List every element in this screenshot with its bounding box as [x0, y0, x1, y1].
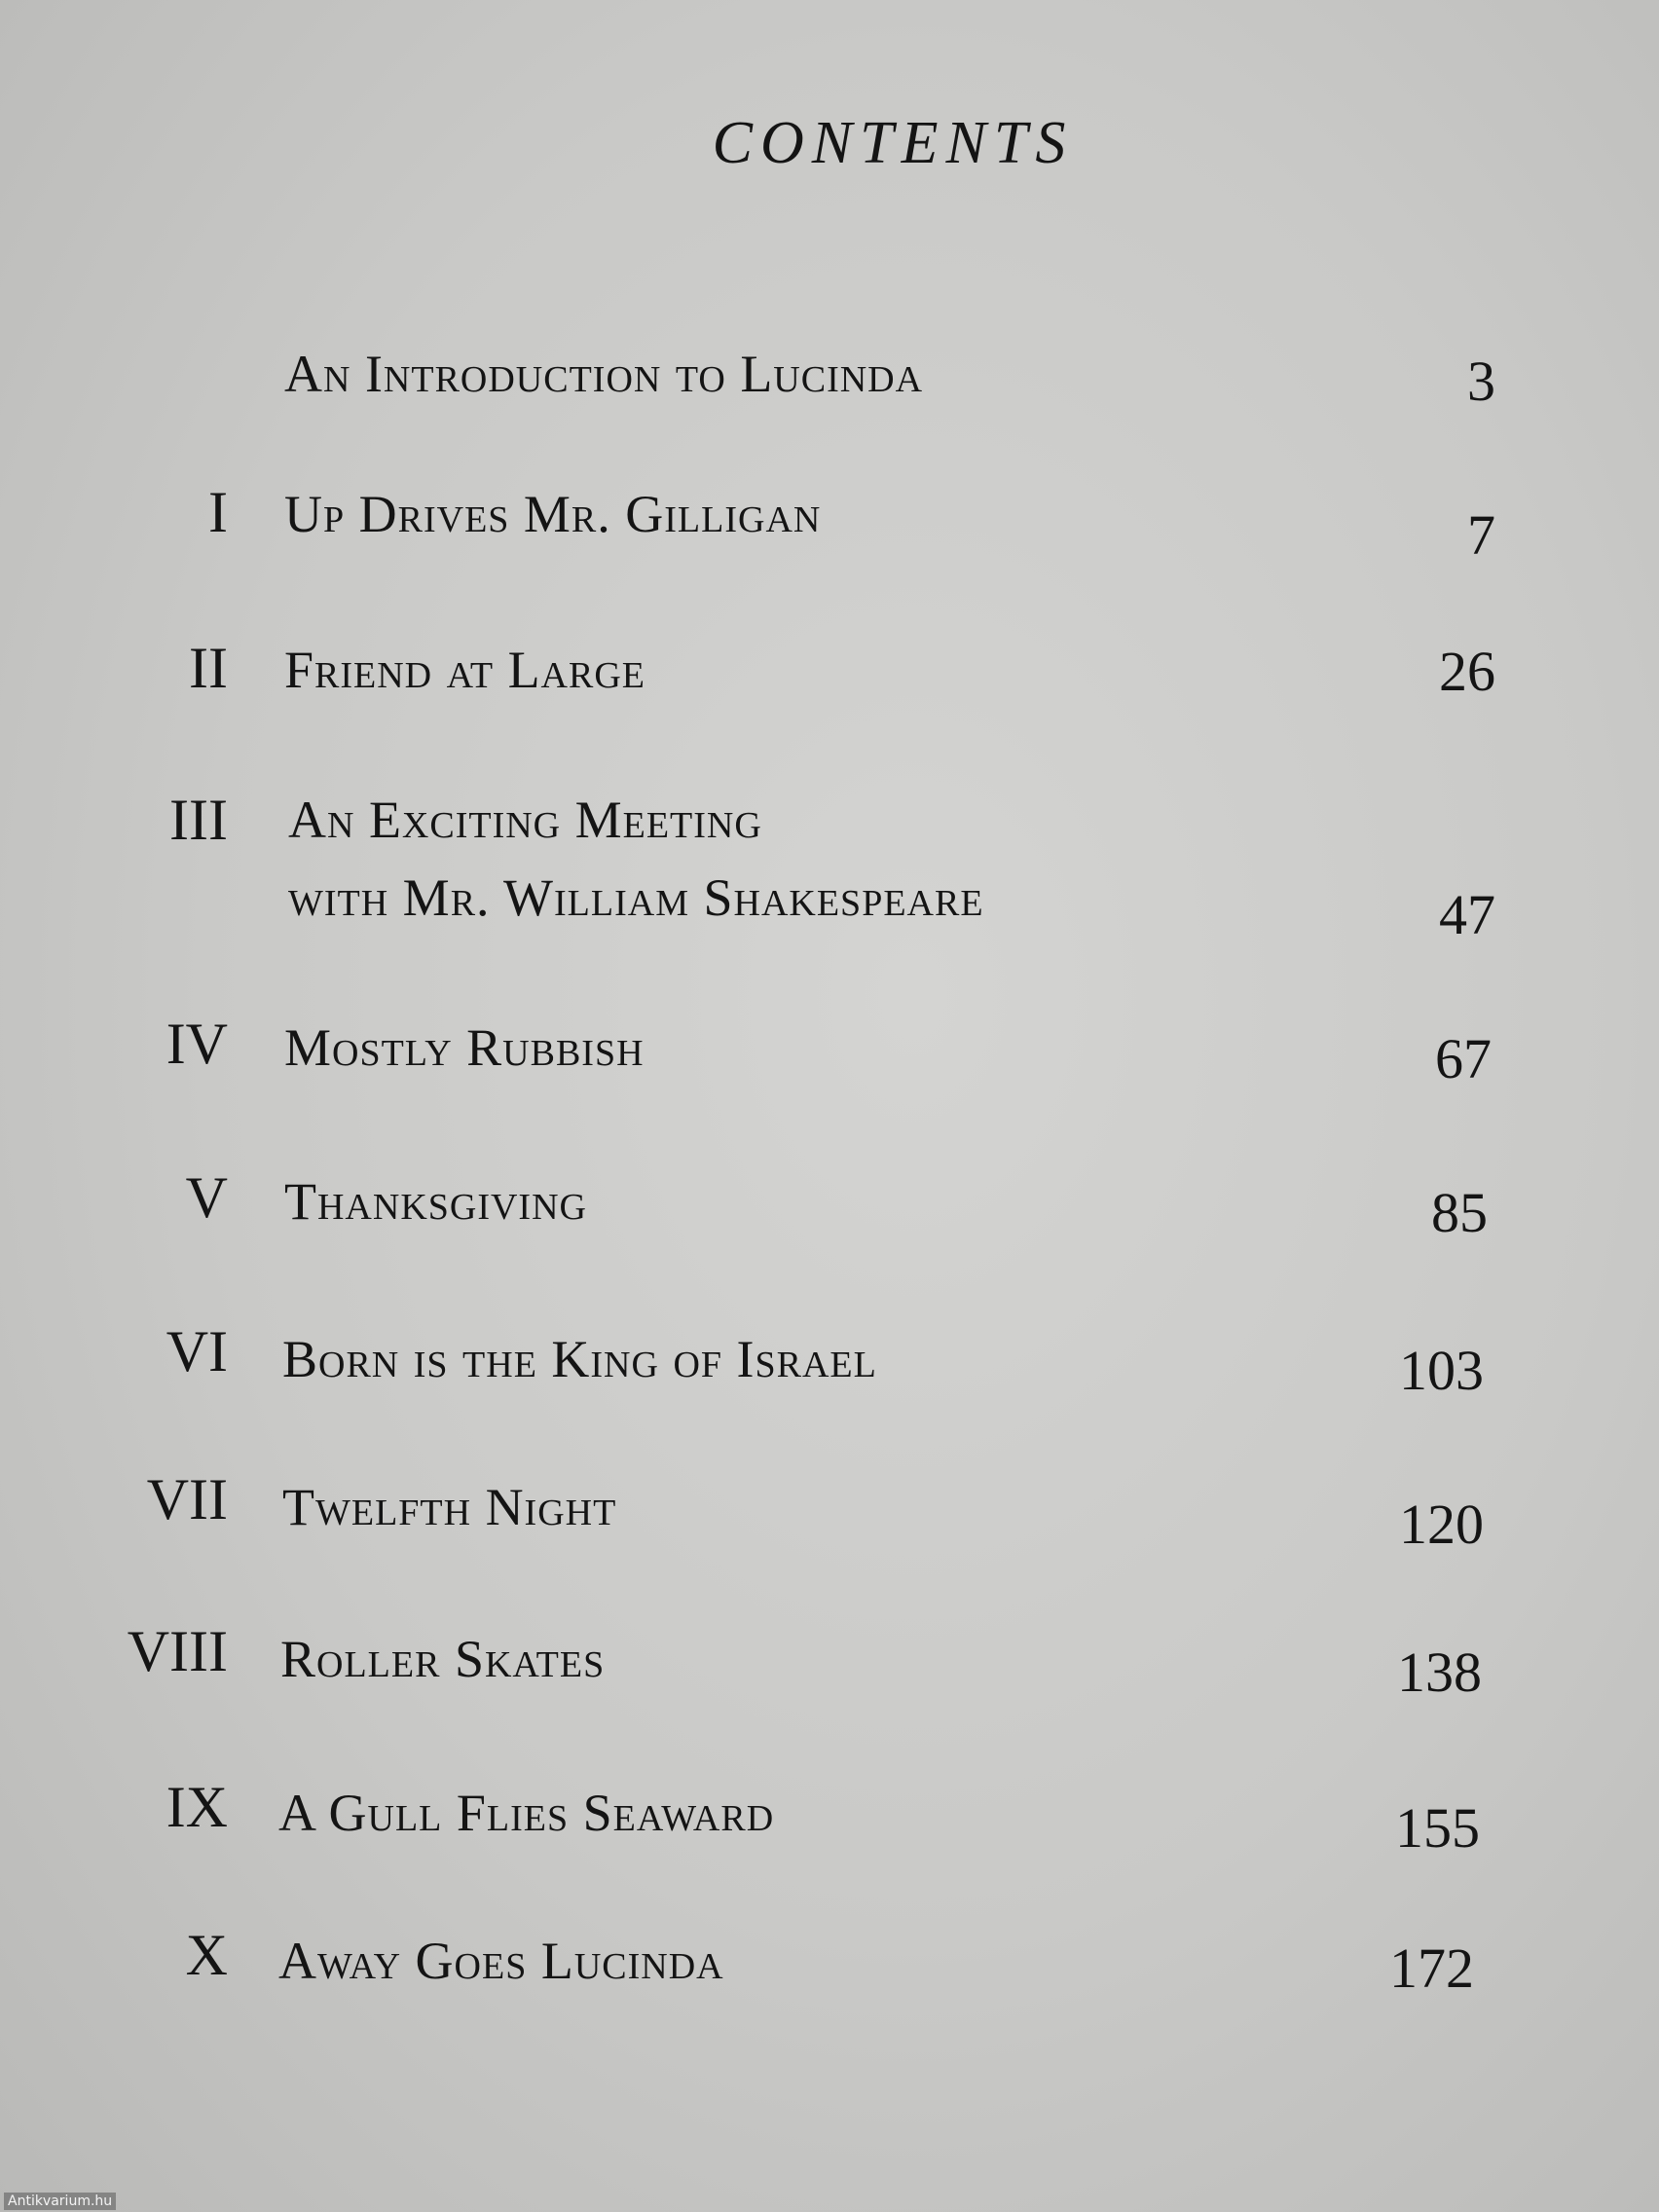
chapter-number: VI — [166, 1319, 228, 1383]
page-number: 3 — [1467, 350, 1495, 413]
toc-entry-introduction — [0, 331, 1659, 467]
chapter-title — [284, 1162, 587, 1240]
chapter-title-line: Thanksgiving — [284, 1172, 587, 1231]
chapter-title — [284, 335, 923, 413]
page-number: 47 — [1439, 883, 1495, 946]
chapter-number: VIII — [127, 1619, 228, 1683]
chapter-number: IX — [166, 1775, 228, 1839]
chapter-title-line: Up Drives Mr. Gilligan — [284, 485, 822, 543]
chapter-title-line: An Exciting Meeting — [288, 791, 762, 849]
toc-entry-chapter-8 — [0, 1619, 1659, 1758]
chapter-title-line: An Introduction to Lucinda — [284, 345, 924, 403]
toc-entry-chapter-7 — [0, 1467, 1659, 1606]
chapter-title-line: Friend at Large — [284, 641, 645, 699]
chapter-title-line: A Gull Flies Seaward — [278, 1784, 775, 1842]
chapter-title-line: Away Goes Lucinda — [278, 1932, 724, 1990]
chapter-title — [278, 1922, 724, 2000]
chapter-number: X — [185, 1923, 228, 1987]
toc-entry-chapter-1 — [0, 480, 1659, 619]
toc-entry-chapter-6 — [0, 1319, 1659, 1458]
toc-entry-chapter-2 — [0, 636, 1659, 775]
chapter-title — [280, 1620, 605, 1698]
page-number: 155 — [1395, 1796, 1480, 1860]
chapter-title — [282, 1320, 877, 1398]
chapter-number: V — [185, 1165, 228, 1230]
chapter-title — [284, 1009, 645, 1087]
watermark: Antikvarium.hu — [4, 2193, 116, 2210]
chapter-number: II — [189, 636, 228, 700]
chapter-title-line: with Mr. William Shakespeare — [288, 868, 984, 927]
chapter-title-line: Mostly Rubbish — [284, 1018, 645, 1077]
chapter-number: VII — [146, 1467, 228, 1531]
chapter-title — [284, 631, 645, 709]
page-number: 7 — [1467, 503, 1495, 567]
chapter-number: I — [208, 480, 228, 544]
chapter-number: III — [169, 788, 228, 852]
chapter-title-line: Roller Skates — [280, 1630, 606, 1688]
chapter-title — [282, 1468, 616, 1546]
page-title: CONTENTS — [712, 110, 1074, 176]
page-number: 172 — [1389, 1936, 1474, 2000]
page-number: 103 — [1399, 1339, 1484, 1402]
chapter-title — [278, 1774, 774, 1852]
page-number: 67 — [1435, 1027, 1492, 1090]
toc-entry-chapter-4 — [0, 1014, 1659, 1151]
toc-entry-chapter-9 — [0, 1775, 1659, 1914]
page-number: 26 — [1439, 640, 1495, 703]
chapter-title — [284, 475, 821, 553]
chapter-title-line: Twelfth Night — [282, 1478, 617, 1536]
page-number: 85 — [1431, 1181, 1488, 1244]
toc-entry-chapter-5 — [0, 1165, 1659, 1305]
page-number: 120 — [1399, 1493, 1484, 1556]
toc-entry-chapter-10 — [0, 1923, 1659, 2062]
toc-entry-chapter-3 — [0, 788, 1659, 946]
chapter-title — [288, 781, 984, 937]
chapter-title-line: Born is the King of Israel — [282, 1330, 877, 1388]
chapter-number: IV — [166, 1012, 228, 1076]
page-number: 138 — [1397, 1641, 1482, 1704]
